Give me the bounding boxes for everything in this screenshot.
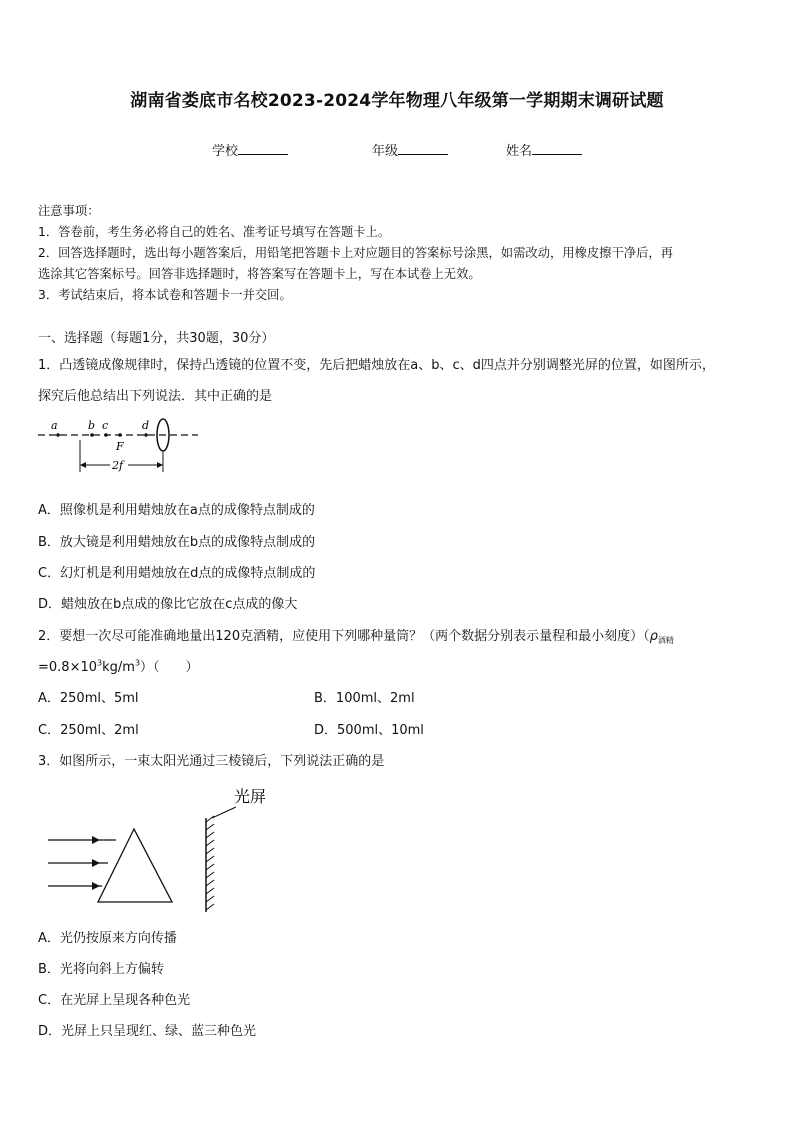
point-b [90, 433, 94, 437]
screen-hatching [206, 816, 214, 910]
grade-field [372, 140, 448, 159]
q2-option-a[interactable]: A．250ml、5ml [38, 691, 139, 706]
school-blank[interactable] [238, 142, 288, 155]
q1-option-d[interactable]: D．蜡烛放在b点成的像比它放在c点成的像大 [38, 597, 298, 612]
notice-item: 选涂其它答案标号。回答非选择题时，将答案写在答题卡上，写在本试卷上无效。 [38, 267, 481, 281]
q2-exp2: 3 [134, 658, 141, 668]
q2-stem-text: 2．要想一次尽可能准确地量出120克酒精，应使用下列哪种量筒？（两个数据分别表示量程和最小刻度）（ [38, 629, 650, 644]
rho-symbol: ρ [649, 629, 658, 644]
notice-item: 3．考试结束后，将本试卷和答题卡一并交回。 [38, 288, 292, 302]
q1-option-b[interactable]: B．放大镜是利用蜡烛放在b点的成像特点制成的 [38, 535, 316, 550]
q3-stem: 3．如图所示，一束太阳光通过三棱镜后，下列说法正确的是 [38, 754, 385, 769]
q1-lens-diagram [36, 412, 206, 482]
point-a [56, 433, 60, 437]
notice-item: 2．回答选择题时，选出每小题答案后，用铅笔把答题卡上对应题目的答案标号涂黑，如需改动，用橡皮擦干净后，再 [38, 246, 673, 260]
section-heading: 一、选择题（每题1分，共30题，30分） [38, 331, 275, 346]
ray-arrow-2 [92, 859, 100, 867]
point-c [104, 433, 108, 437]
q3-option-a[interactable]: A．光仍按原来方向传播 [38, 931, 177, 946]
name-blank[interactable] [532, 142, 582, 155]
q2-stem-line1 [38, 625, 674, 644]
name-field [506, 140, 582, 159]
screen-label-leader [212, 807, 236, 818]
q2-stem-line2 [38, 656, 199, 675]
q2-density-unit: kg/m [102, 660, 135, 675]
point-F [118, 433, 122, 437]
notice-item: 1．答卷前，考生务必将自己的姓名、准考证号填写在答题卡上。 [38, 225, 391, 239]
q1-option-a[interactable]: A．照像机是利用蜡烛放在a点的成像特点制成的 [38, 503, 315, 518]
notice-block [38, 201, 673, 306]
label-F: F [116, 440, 124, 453]
rho-subscript: 酒精 [657, 636, 674, 645]
2f-arrow-left [80, 462, 86, 468]
grade-label: 年级 [372, 144, 399, 159]
q3-prism-diagram [40, 780, 280, 920]
q2-answer-paren: ）（ ） [140, 660, 199, 675]
ray-arrow-1 [92, 836, 100, 844]
q2-option-b[interactable]: B．100ml、2ml [314, 691, 415, 706]
q2-option-c[interactable]: C．250ml、2ml [38, 723, 139, 738]
point-d [144, 433, 148, 437]
q3-option-c[interactable]: C．在光屏上呈现各种色光 [38, 993, 191, 1008]
label-d: d [142, 419, 150, 432]
label-c: c [102, 419, 109, 432]
q2-exp: 3 [97, 658, 103, 668]
school-label: 学校 [212, 144, 239, 159]
screen-label: 光屏 [234, 787, 267, 806]
q2-option-d[interactable]: D．500ml、10ml [314, 723, 424, 738]
school-field [212, 140, 288, 159]
label-b: b [88, 419, 96, 432]
name-label: 姓名 [506, 144, 533, 159]
label-a: a [51, 419, 58, 432]
q1-stem-line1: 1．凸透镜成像规律时，保持凸透镜的位置不变，先后把蜡烛放在a、b、c、d四点并分别调整光屏的位置，如图所示， [38, 358, 715, 373]
ray-arrow-3 [92, 882, 100, 890]
label-2f: 2f [112, 459, 124, 472]
q1-stem-line2: 探究后他总结出下列说法．其中正确的是 [38, 389, 273, 404]
q2-density-a: =0.8×10 [38, 660, 98, 675]
notice-heading: 注意事项： [38, 204, 100, 218]
q1-option-c[interactable]: C．幻灯机是利用蜡烛放在d点的成像特点制成的 [38, 566, 316, 581]
page-title: 湖南省娄底市名校2023-2024学年物理八年级第一学期期末调研试题 [130, 91, 664, 111]
q3-option-b[interactable]: B．光将向斜上方偏转 [38, 962, 164, 977]
q3-option-d[interactable]: D．光屏上只呈现红、绿、蓝三种色光 [38, 1024, 257, 1039]
2f-arrow-right [157, 462, 163, 468]
grade-blank[interactable] [398, 142, 448, 155]
